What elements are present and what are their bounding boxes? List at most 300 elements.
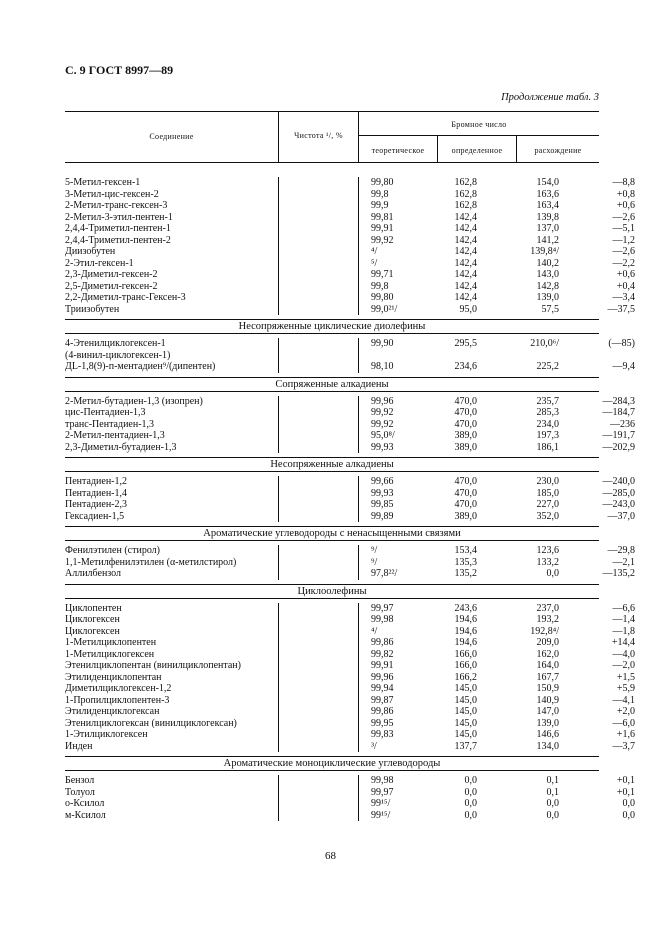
difference-cell: —4,1 bbox=[612, 694, 635, 706]
table-row bbox=[65, 177, 635, 189]
compound-cell: 2,5-Диметил-гексен-2 bbox=[65, 280, 158, 292]
purity-cell: 98,10 bbox=[371, 361, 394, 372]
theoretical-cell: 0,0 bbox=[464, 786, 477, 798]
theoretical-cell: 142,4 bbox=[454, 257, 477, 269]
difference-cell: —2,6 bbox=[612, 246, 635, 257]
header-purity: Чистота ¹/, % bbox=[294, 131, 343, 140]
compound-cell: 4-Этенилциклогексен-1 bbox=[65, 338, 166, 349]
purity-cell: 99,94 bbox=[371, 683, 394, 694]
compound-cell: 2,3-Диметил-гексен-2 bbox=[65, 269, 158, 280]
purity-cell: 97,8²²/ bbox=[371, 568, 398, 579]
table-row bbox=[65, 740, 635, 753]
table-row bbox=[65, 257, 635, 270]
theoretical-cell: 194,6 bbox=[454, 625, 477, 637]
purity-cell: 99,80 bbox=[371, 177, 394, 188]
section-rows bbox=[65, 338, 635, 373]
determined-cell: 143,0 bbox=[536, 269, 559, 280]
table-row bbox=[65, 269, 635, 281]
table-row bbox=[65, 430, 635, 442]
purity-cell: 99¹⁵/ bbox=[371, 798, 391, 809]
theoretical-column-rule bbox=[358, 338, 359, 373]
table-top-rule bbox=[65, 111, 599, 112]
table-row bbox=[65, 786, 635, 799]
compound-cell: Диизобутен bbox=[65, 246, 116, 257]
determined-cell: 57,5 bbox=[541, 303, 559, 315]
determined-cell: 134,0 bbox=[536, 740, 559, 752]
purity-column-rule bbox=[278, 476, 279, 522]
purity-cell: 99,90 bbox=[371, 338, 394, 349]
difference-cell: —1,8 bbox=[612, 625, 635, 637]
compound-cell: Этенилциклогексан (винилциклогексан) bbox=[65, 717, 237, 729]
difference-cell: +0,4 bbox=[616, 280, 635, 292]
theoretical-cell: 145,0 bbox=[454, 729, 477, 740]
theoretical-cell: 234,6 bbox=[454, 361, 477, 372]
compound-cell: Бензол bbox=[65, 775, 95, 786]
subheader-rule bbox=[358, 135, 599, 136]
table-row bbox=[65, 637, 635, 649]
compound-cell: транс-Пентадиен-1,3 bbox=[65, 418, 155, 430]
determined-cell: 133,2 bbox=[536, 556, 559, 568]
determined-cell: 285,3 bbox=[536, 407, 559, 418]
purity-cell: 99,82 bbox=[371, 648, 394, 660]
determined-cell: 139,0 bbox=[536, 717, 559, 729]
compound-cell: Диметилциклогексен-1,2 bbox=[65, 683, 172, 694]
difference-cell: +0,1 bbox=[616, 786, 635, 798]
difference-cell: —202,9 bbox=[602, 441, 635, 453]
purity-cell: 99,85 bbox=[371, 499, 394, 510]
compound-cell: 1-Метилциклогексен bbox=[65, 648, 155, 660]
purity-cell: 99,81 bbox=[371, 211, 394, 223]
table-row bbox=[65, 418, 635, 431]
table-row bbox=[65, 441, 635, 454]
compound-cell: 2-Метил-пентадиен-1,3 bbox=[65, 430, 165, 441]
difference-cell: +1,5 bbox=[616, 671, 635, 683]
determined-cell: 163,6 bbox=[536, 188, 559, 200]
theoretical-cell: 142,4 bbox=[454, 269, 477, 280]
theoretical-cell: 145,0 bbox=[454, 694, 477, 706]
theoretical-cell: 142,4 bbox=[454, 246, 477, 257]
compound-cell: 3-Метил-цис-гексен-2 bbox=[65, 188, 159, 200]
table-row bbox=[65, 361, 635, 373]
compound-cell: 2,3-Диметил-бутадиен-1,3 bbox=[65, 441, 177, 453]
difference-cell: +1,6 bbox=[616, 729, 635, 740]
table-row bbox=[65, 809, 635, 822]
difference-cell: —2,1 bbox=[612, 556, 635, 568]
table-row bbox=[65, 487, 635, 500]
purity-cell: 99,91 bbox=[371, 223, 394, 234]
purity-cell: 99,96 bbox=[371, 671, 394, 683]
compound-cell: 2,4,4-Триметил-пентен-2 bbox=[65, 234, 171, 246]
theoretical-cell: 389,0 bbox=[454, 441, 477, 453]
theoretical-cell: 162,8 bbox=[454, 188, 477, 200]
determined-cell: 197,3 bbox=[536, 430, 559, 441]
compound-cell: Аллилбензол bbox=[65, 568, 122, 579]
difference-cell: +0,6 bbox=[616, 200, 635, 211]
difference-cell: —285,0 bbox=[602, 487, 635, 499]
compound-cell: Триизобутен bbox=[65, 303, 120, 315]
determined-cell: 237,0 bbox=[536, 602, 559, 614]
difference-cell: —3,4 bbox=[612, 292, 635, 303]
page-header: С. 9 ГОСТ 8997—89 bbox=[65, 63, 174, 77]
theoretical-cell: 145,0 bbox=[454, 683, 477, 694]
purity-cell: 99,8 bbox=[371, 188, 389, 200]
table-body bbox=[65, 177, 635, 823]
compound-cell: 2,2-Диметил-транс-Гексен-3 bbox=[65, 292, 186, 303]
purity-cell: ⁹/ bbox=[371, 556, 378, 568]
determined-cell: 162,0 bbox=[536, 648, 559, 660]
purity-cell: 99,86 bbox=[371, 706, 394, 717]
difference-cell: +14,4 bbox=[611, 637, 635, 648]
theoretical-cell: 135,3 bbox=[454, 556, 477, 568]
theoretical-cell: 470,0 bbox=[454, 418, 477, 430]
table-row bbox=[65, 338, 635, 350]
theoretical-cell: 470,0 bbox=[454, 476, 477, 487]
compound-cell: Фенилэтилен (стирол) bbox=[65, 545, 161, 556]
purity-column-rule bbox=[278, 603, 279, 753]
compound-cell: Гексадиен-1,5 bbox=[65, 510, 125, 522]
difference-cell: +0,1 bbox=[616, 775, 635, 786]
section-heading: Несопряженные алкадиены bbox=[65, 457, 599, 472]
theoretical-cell: 162,8 bbox=[454, 177, 477, 188]
difference-cell: —240,0 bbox=[602, 476, 635, 487]
table-row bbox=[65, 602, 635, 615]
difference-cell: —4,0 bbox=[612, 648, 635, 660]
compound-cell: 2,4,4-Триметил-пентен-1 bbox=[65, 223, 171, 234]
section-rows bbox=[65, 395, 635, 454]
theoretical-cell: 135,2 bbox=[454, 568, 477, 579]
determined-cell: 352,0 bbox=[536, 510, 559, 522]
table-row bbox=[65, 188, 635, 201]
table-row bbox=[65, 614, 635, 626]
purity-cell: 99¹⁵/ bbox=[371, 809, 391, 821]
difference-cell: +0,6 bbox=[616, 269, 635, 280]
compound-cell: 1-Метилциклопентен bbox=[65, 637, 157, 648]
theoretical-cell: 162,8 bbox=[454, 200, 477, 211]
difference-cell: —6,0 bbox=[612, 717, 635, 729]
purity-cell: 99,92 bbox=[371, 234, 394, 246]
purity-column-rule bbox=[278, 338, 279, 373]
purity-cell: 99,86 bbox=[371, 637, 394, 648]
purity-cell: 99,95 bbox=[371, 717, 394, 729]
determined-cell: 235,7 bbox=[536, 395, 559, 407]
difference-cell: —6,6 bbox=[612, 602, 635, 614]
difference-cell: (—85) bbox=[608, 338, 635, 349]
header-bottom-rule bbox=[65, 162, 599, 163]
determined-cell: 150,9 bbox=[536, 683, 559, 694]
purity-cell: 99,98 bbox=[371, 775, 394, 786]
table-row bbox=[65, 568, 635, 580]
difference-cell: —37,5 bbox=[607, 303, 635, 315]
header-difference: расхождение bbox=[534, 146, 582, 155]
theoretical-cell: 389,0 bbox=[454, 430, 477, 441]
purity-cell: 99,92 bbox=[371, 407, 394, 418]
theoretical-cell: 470,0 bbox=[454, 487, 477, 499]
theoretical-cell: 137,7 bbox=[454, 740, 477, 752]
difference-cell: —184,7 bbox=[602, 407, 635, 418]
theoretical-cell: 0,0 bbox=[464, 775, 477, 786]
determined-cell: 227,0 bbox=[536, 499, 559, 510]
difference-cell: —37,0 bbox=[607, 510, 635, 522]
purity-column-rule bbox=[278, 396, 279, 454]
table-row bbox=[65, 280, 635, 293]
compound-cell: о-Ксилол bbox=[65, 798, 105, 809]
theoretical-cell: 95,0 bbox=[459, 303, 477, 315]
difference-cell: —3,7 bbox=[612, 740, 635, 752]
theoretical-cell: 389,0 bbox=[454, 510, 477, 522]
table-row bbox=[65, 292, 635, 304]
determined-cell: 230,0 bbox=[536, 476, 559, 487]
table-continuation: Продолжение табл. 3 bbox=[501, 92, 599, 103]
table-row bbox=[65, 706, 635, 718]
header-bromine: Бромное число bbox=[451, 120, 507, 129]
determined-cell: 0,1 bbox=[546, 786, 559, 798]
determined-cell: 142,8 bbox=[536, 280, 559, 292]
purity-cell: 99,98 bbox=[371, 614, 394, 625]
compound-cell: 1,1-Метилфенилэтилен (α-метилстирол) bbox=[65, 556, 237, 568]
theoretical-cell: 470,0 bbox=[454, 407, 477, 418]
theoretical-column-rule bbox=[358, 476, 359, 522]
theoretical-cell: 142,4 bbox=[454, 223, 477, 234]
table-row bbox=[65, 683, 635, 695]
determined-cell: 193,2 bbox=[536, 614, 559, 625]
compound-cell: Этилиденциклопентан bbox=[65, 671, 162, 683]
table-row bbox=[65, 499, 635, 511]
table-row bbox=[65, 625, 635, 638]
compound-cell: 5-Метил-гексен-1 bbox=[65, 177, 141, 188]
difference-cell: —2,2 bbox=[612, 257, 635, 269]
theoretical-cell: 142,4 bbox=[454, 292, 477, 303]
difference-cell: —2,0 bbox=[612, 660, 635, 671]
purity-cell: ⁴/ bbox=[371, 625, 378, 637]
determined-cell: 209,0 bbox=[536, 637, 559, 648]
compound-cell: Этилиденциклогексан bbox=[65, 706, 160, 717]
section-rows bbox=[65, 476, 635, 522]
theoretical-column-rule bbox=[358, 177, 359, 315]
table-row bbox=[65, 476, 635, 488]
compound-cell: 2-Этил-гексен-1 bbox=[65, 257, 134, 269]
determined-cell: 192,8⁴/ bbox=[530, 625, 559, 637]
difference-cell: —9,4 bbox=[612, 361, 635, 372]
table-row bbox=[65, 234, 635, 247]
purity-cell: ⁹/ bbox=[371, 545, 378, 556]
purity-cell: 99,93 bbox=[371, 441, 394, 453]
theoretical-cell: 166,0 bbox=[454, 660, 477, 671]
determined-cell: 140,9 bbox=[536, 694, 559, 706]
purity-cell: 99,91 bbox=[371, 660, 394, 671]
determined-cell: 185,0 bbox=[536, 487, 559, 499]
determined-cell: 137,0 bbox=[536, 223, 559, 234]
header-theoretical: теоретическое bbox=[371, 146, 425, 155]
page-number: 68 bbox=[325, 850, 336, 862]
purity-cell: 99,66 bbox=[371, 476, 394, 487]
purity-cell: 95,0⁸/ bbox=[371, 430, 395, 441]
theoretical-cell: 145,0 bbox=[454, 717, 477, 729]
difference-cell: —191,7 bbox=[602, 430, 635, 441]
table-row bbox=[65, 660, 635, 672]
table-row bbox=[65, 775, 635, 787]
purity-cell: 99,71 bbox=[371, 269, 394, 280]
table-row bbox=[65, 395, 635, 408]
section-heading: Ароматические моноциклические углеводороды bbox=[65, 756, 599, 771]
theoretical-cell: 194,6 bbox=[454, 637, 477, 648]
section-heading: Циклоолефины bbox=[65, 584, 599, 599]
header-compound: Соединение bbox=[149, 132, 194, 141]
table-row bbox=[65, 223, 635, 235]
table-row bbox=[65, 510, 635, 523]
determined-cell: 0,1 bbox=[546, 775, 559, 786]
purity-cell: 99,0²¹/ bbox=[371, 303, 398, 315]
compound-cell: Циклопентен bbox=[65, 602, 122, 614]
determined-cell: 234,0 bbox=[536, 418, 559, 430]
theoretical-cell: 145,0 bbox=[454, 706, 477, 717]
compound-cell: Этенилциклопентан (винилциклопентан) bbox=[65, 660, 241, 671]
purity-cell: 99,97 bbox=[371, 602, 394, 614]
table-row bbox=[65, 407, 635, 419]
compound-cell: Пентадиен-2,3 bbox=[65, 499, 128, 510]
purity-cell: ⁴/ bbox=[371, 246, 378, 257]
compound-cell: цис-Пентадиен-1,3 bbox=[65, 407, 146, 418]
theoretical-column-rule bbox=[358, 603, 359, 753]
determined-cell: 123,6 bbox=[536, 545, 559, 556]
purity-column-rule bbox=[278, 775, 279, 821]
purity-cell: ⁵/ bbox=[371, 257, 378, 269]
theoretical-column-rule bbox=[358, 545, 359, 580]
compound-cell: 2-Метил-транс-гексен-3 bbox=[65, 200, 168, 211]
determined-cell: 0,0 bbox=[546, 809, 559, 821]
theoretical-cell: 142,4 bbox=[454, 211, 477, 223]
compound-cell: Циклогексен bbox=[65, 614, 120, 625]
difference-cell: —5,1 bbox=[612, 223, 635, 234]
purity-cell: 99,92 bbox=[371, 418, 394, 430]
theoretical-cell: 142,4 bbox=[454, 234, 477, 246]
compound-cell: Циклогексен bbox=[65, 625, 120, 637]
compound-cell: Пентадиен-1,2 bbox=[65, 476, 128, 487]
theoretical-cell: 142,4 bbox=[454, 280, 477, 292]
determined-cell: 163,4 bbox=[536, 200, 559, 211]
table-row bbox=[65, 350, 599, 362]
purity-cell: 99,97 bbox=[371, 786, 394, 798]
determined-cell: 154,0 bbox=[536, 177, 559, 188]
compound-cell: 2-Метил-3-этил-пентен-1 bbox=[65, 211, 173, 223]
purity-cell: 99,89 bbox=[371, 510, 394, 522]
table-row bbox=[65, 729, 635, 741]
section-rows bbox=[65, 177, 635, 315]
purity-cell: ³/ bbox=[371, 740, 377, 752]
theoretical-cell: 470,0 bbox=[454, 395, 477, 407]
table-row bbox=[65, 671, 635, 684]
compound-cell: Толуол bbox=[65, 786, 95, 798]
determined-cell: 141,2 bbox=[536, 234, 559, 246]
header-determined: определенное bbox=[451, 146, 503, 155]
table-row bbox=[65, 648, 635, 661]
section-rows bbox=[65, 545, 635, 580]
table-row bbox=[65, 798, 635, 810]
table-row bbox=[65, 303, 635, 316]
compound-cell: ДL-1,8(9)-п-ментадиен⁹/(дипентен) bbox=[65, 361, 216, 372]
theoretical-cell: 470,0 bbox=[454, 499, 477, 510]
theoretical-column-rule bbox=[358, 775, 359, 821]
difference-cell: 0,0 bbox=[622, 798, 635, 809]
purity-cell: 99,87 bbox=[371, 694, 394, 706]
compound-cell: Пентадиен-1,4 bbox=[65, 487, 128, 499]
table-row bbox=[65, 717, 635, 730]
compound-cell: Инден bbox=[65, 740, 93, 752]
theoretical-cell: 0,0 bbox=[464, 798, 477, 809]
difference-cell: —8,8 bbox=[612, 177, 635, 188]
section-heading: Несопряженные циклические диолефины bbox=[65, 319, 599, 334]
purity-cell: 99,9 bbox=[371, 200, 389, 211]
determined-cell: 210,0⁶/ bbox=[530, 338, 559, 349]
difference-cell: 0,0 bbox=[622, 809, 635, 821]
determined-cell: 0,0 bbox=[546, 798, 559, 809]
table-row bbox=[65, 246, 635, 258]
difference-cell: +2,0 bbox=[616, 706, 635, 717]
theoretical-cell: 0,0 bbox=[464, 809, 477, 821]
purity-cell: 99,8 bbox=[371, 280, 389, 292]
section-rows bbox=[65, 775, 635, 821]
determined-cell: 139,0 bbox=[536, 292, 559, 303]
theoretical-cell: 153,4 bbox=[454, 545, 477, 556]
table-row bbox=[65, 694, 635, 707]
purity-cell: 99,80 bbox=[371, 292, 394, 303]
purity-column-rule bbox=[278, 177, 279, 315]
determined-cell: 164,0 bbox=[536, 660, 559, 671]
theoretical-cell: 166,2 bbox=[454, 671, 477, 683]
theoretical-cell: 194,6 bbox=[454, 614, 477, 625]
section-rows bbox=[65, 602, 635, 753]
compound-cell: (4-винил-циклогексен-1) bbox=[65, 349, 171, 361]
compound-cell: 1-Пропилциклопентен-3 bbox=[65, 694, 170, 706]
theoretical-cell: 166,0 bbox=[454, 648, 477, 660]
determined-cell: 140,2 bbox=[536, 257, 559, 269]
determined-cell: 146,6 bbox=[536, 729, 559, 740]
compound-cell: 2-Метил-бутадиен-1,3 (изопрен) bbox=[65, 395, 203, 407]
theoretical-column-rule bbox=[358, 396, 359, 454]
purity-column-rule bbox=[278, 545, 279, 580]
section-heading: Ароматические углеводороды с ненасыщенными связями bbox=[65, 526, 599, 541]
determined-cell: 167,7 bbox=[536, 671, 559, 683]
difference-cell: +0,8 bbox=[616, 188, 635, 200]
difference-cell: +5,9 bbox=[616, 683, 635, 694]
difference-cell: —1,4 bbox=[612, 614, 635, 625]
theoretical-cell: 295,5 bbox=[454, 338, 477, 349]
difference-cell: —29,8 bbox=[607, 545, 635, 556]
determined-cell: 139,8 bbox=[536, 211, 559, 223]
table-row bbox=[65, 545, 635, 557]
table-row bbox=[65, 211, 635, 224]
purity-cell: 99,93 bbox=[371, 487, 394, 499]
difference-cell: —135,2 bbox=[602, 568, 635, 579]
compound-cell: 1-Этилциклогексен bbox=[65, 729, 148, 740]
determined-cell: 186,1 bbox=[536, 441, 559, 453]
purity-cell: 99,96 bbox=[371, 395, 394, 407]
table-row bbox=[65, 556, 635, 569]
difference-cell: —236 bbox=[610, 418, 635, 430]
determined-cell: 147,0 bbox=[536, 706, 559, 717]
determined-cell: 0,0 bbox=[546, 568, 559, 579]
purity-cell: 99,83 bbox=[371, 729, 394, 740]
section-heading: Сопряженные алкадиены bbox=[65, 377, 599, 392]
difference-cell: —284,3 bbox=[602, 395, 635, 407]
determined-cell: 139,8⁴/ bbox=[530, 246, 559, 257]
difference-cell: —1,2 bbox=[612, 234, 635, 246]
determined-cell: 225,2 bbox=[536, 361, 559, 372]
compound-cell: м-Ксилол bbox=[65, 809, 106, 821]
difference-cell: —2,6 bbox=[612, 211, 635, 223]
difference-cell: —243,0 bbox=[602, 499, 635, 510]
table-row bbox=[65, 200, 635, 212]
theoretical-cell: 243,6 bbox=[454, 602, 477, 614]
